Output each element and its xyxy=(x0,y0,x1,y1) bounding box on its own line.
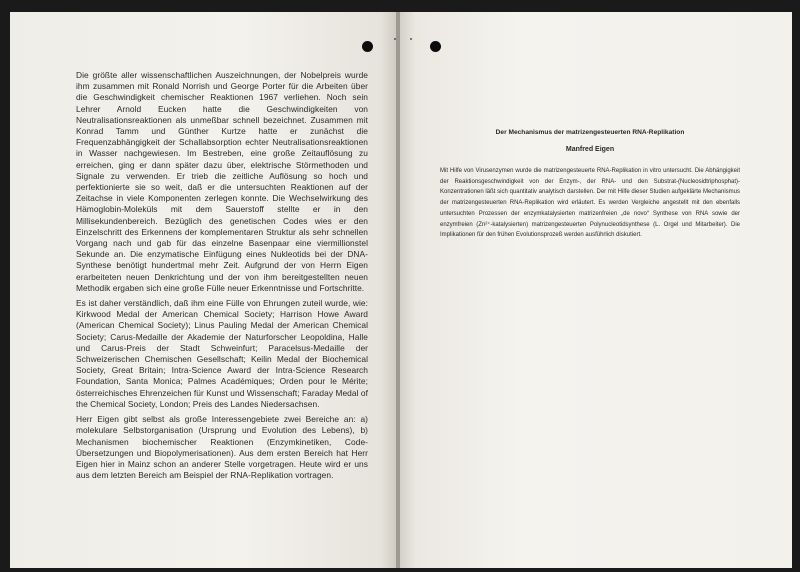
punch-hole-left xyxy=(362,41,373,52)
binding-mark-right xyxy=(410,38,412,40)
paragraph-honors: Es ist daher verständlich, daß ihm eine Fülle von Ehrungen zuteil wurde, wie: Kirkwood Medal der American Chemical Society; Harrison Howe Award (American Chemical Society); Linus Pauling Medal der American Chemical Society; Carus-Medaille der Akademie der Naturforscher Leopoldina, Halle und Carus-Preis der Stadt Schweinfurt; Paracelsus-Medaille der Schweizerischen Chemischen Gesellschaft; Keilin Medal der Biochemical Society, Great Britain; Intra-Science Award der Intra-Science Research Foundation, Santa Monica; Palmes Académiques; Orden pour le Mérite; österreichisches Ehrenzeichen für Kunst und Wissenschaft; Faraday Medal of the Chemical Society, London; Preis des Landes Niedersachsen. xyxy=(76,298,368,409)
punch-hole-right xyxy=(430,41,441,52)
binding-mark-left xyxy=(394,38,396,40)
paragraph-research: Herr Eigen gibt selbst als große Interessengebiete zwei Bereiche an: a) molekulare Selbstorganisation (Ursprung und Evolution des Lebens), b) Mechanismen biochemischer Reaktionen (Enzymkinetiken, Code-Übersetzungen und Biopolymerisationen). Aus dem ersten Bereich hat Herr Eigen hier in Mainz schon an anderer Stelle vorgetragen. Heute wird er uns aus dem letzten Bereich am Beispiel der RNA-Replikation vortragen. xyxy=(76,414,368,481)
article-abstract: Mit Hilfe von Virusenzymen wurde die matrizengesteuerte RNA-Replikation in vitro untersucht. Die Abhängigkeit der Reaktionsgeschwindigkeit von der Enzym-, der RNA- und den Substrat-(Nucleosidtriphosphat)-Konzentrationen läßt sich quantitativ analytisch darstellen. Der mit Hilfe dieser Studien aufgeklärte Mechanismus der matrizengesteuerten RNA-Replikation wird erläutert. Es werden Vergleiche angestellt mit den ebenfalls untersuchten Prozessen der enzymkatalysierten matrizenfreien „de novo“ Synthese von RNA sowie der enzymfreien (Zn²⁺-katalysierten) matrizengesteuerten Polynucleotidsynthese (L. Orgel und Mitarbeiter). Die Implikationen für den frühen Evolutionsprozeß werden ausführlich diskutiert. xyxy=(440,168,740,239)
article-title: Der Mechanismus der matrizengesteuerten RNA-Replikation xyxy=(495,129,685,136)
right-page xyxy=(400,12,792,568)
left-page xyxy=(10,12,396,568)
article-author: Manfred Eigen xyxy=(565,146,615,153)
paragraph-nobel: Die größte aller wissenschaftlichen Auszeichnungen, der Nobelpreis wurde ihm zusammen mit Ronald Norrish und George Porter für die Arbeiten über die Geschwindigkeit chemischer Reaktionen 1967 verliehen. Noch sein Lehrer Arnold Eucken hatte die Geschwindigkeiten von Neutralisationsreaktionen als unmeßbar schnell bezeichnet. Zusammen mit Konrad Tamm und Günther Kurtze hatte er zunächst die Frequenzabhängigkeit der Schallabsorption echter Neutralisationsreaktionen in Wasser nachgewiesen. Im Bestreben, eine große Zeitauflösung zu erreichen, ging er dann später dazu über, elektrische Störmethoden und Signale zu verwenden. Er trieb die zeitliche Auflösung so hoch und perfektionierte sie so weit, daß er die untersuchten Reaktionen auf der Zeitachse in viele Komponenten zerlegen konnte. Die Wechselwirkung des Hämoglobin-Moleküls mit dem Sauerstoff stellte er in den Millisekundenbereich. Bezüglich des genetischen Codes wies er den Einzelschritt des Erkennens der komplementaren Struktur als sehr schnellen Vorgang nach und gab für das einzelne Basenpaar eine viermillionstel Sekunde an. Die enzymatische Einfügung eines Nukleotids bei der DNA-Synthese benötigt hundertmal mehr Zeit. Aufgrund der von Herrn Eigen erarbeiteten neuen Denkrichtung und der von ihm bereitgestellten neuen Methodik ergaben sich eine große Fülle neuer Erkenntnisse und Fortschritte. xyxy=(76,70,368,293)
book-spread xyxy=(10,12,792,568)
article-header xyxy=(440,128,740,241)
laudatio-text xyxy=(76,70,368,481)
